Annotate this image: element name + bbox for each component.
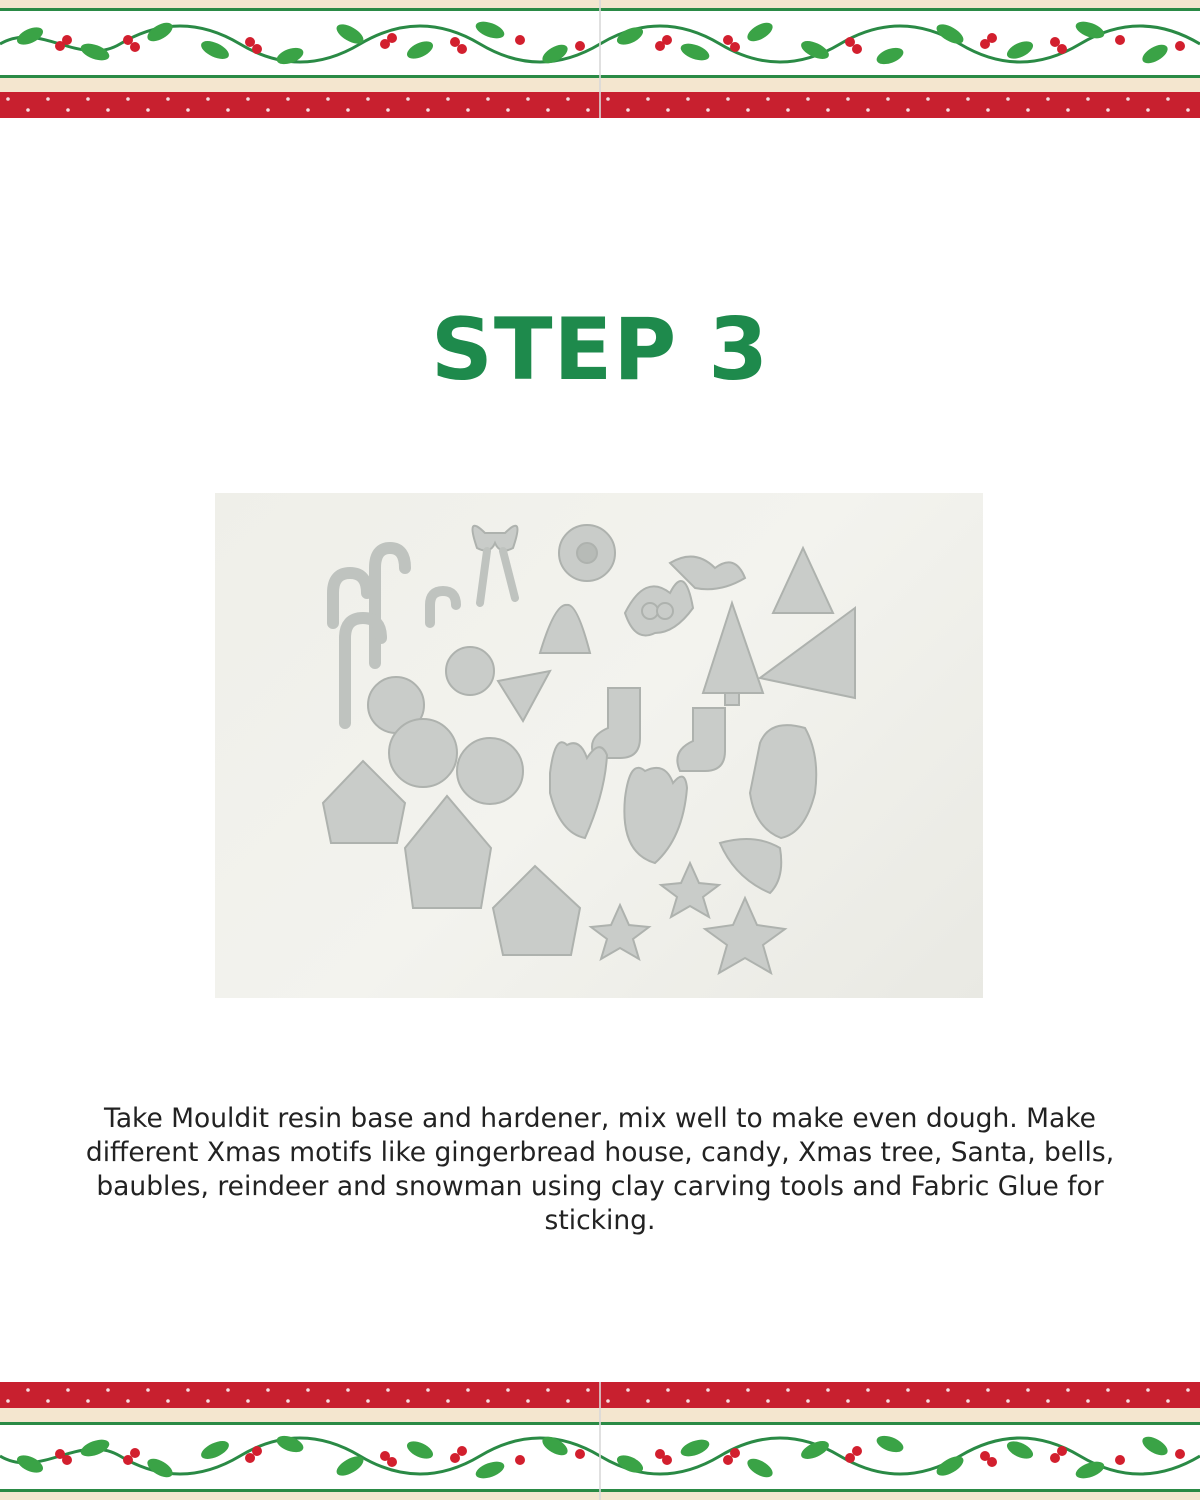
holly-garland-icon (0, 1382, 1200, 1500)
motifs-photo (215, 493, 983, 998)
instructions-text: Take Mouldit resin base and hardener, mix well to make even dough. Make different Xmas motifs like gingerbread house, candy, Xmas tree, Santa, bells, baubles, reindeer and snowman using clay carving tools and Fabric Glue for sticking. (85, 1103, 1115, 1236)
clay-christmas-motifs-photo (215, 493, 983, 998)
step-title: STEP 3 (430, 300, 770, 400)
bottom-holly-border (0, 1382, 1200, 1500)
holly-garland-icon (0, 0, 1200, 118)
top-holly-border (0, 0, 1200, 118)
